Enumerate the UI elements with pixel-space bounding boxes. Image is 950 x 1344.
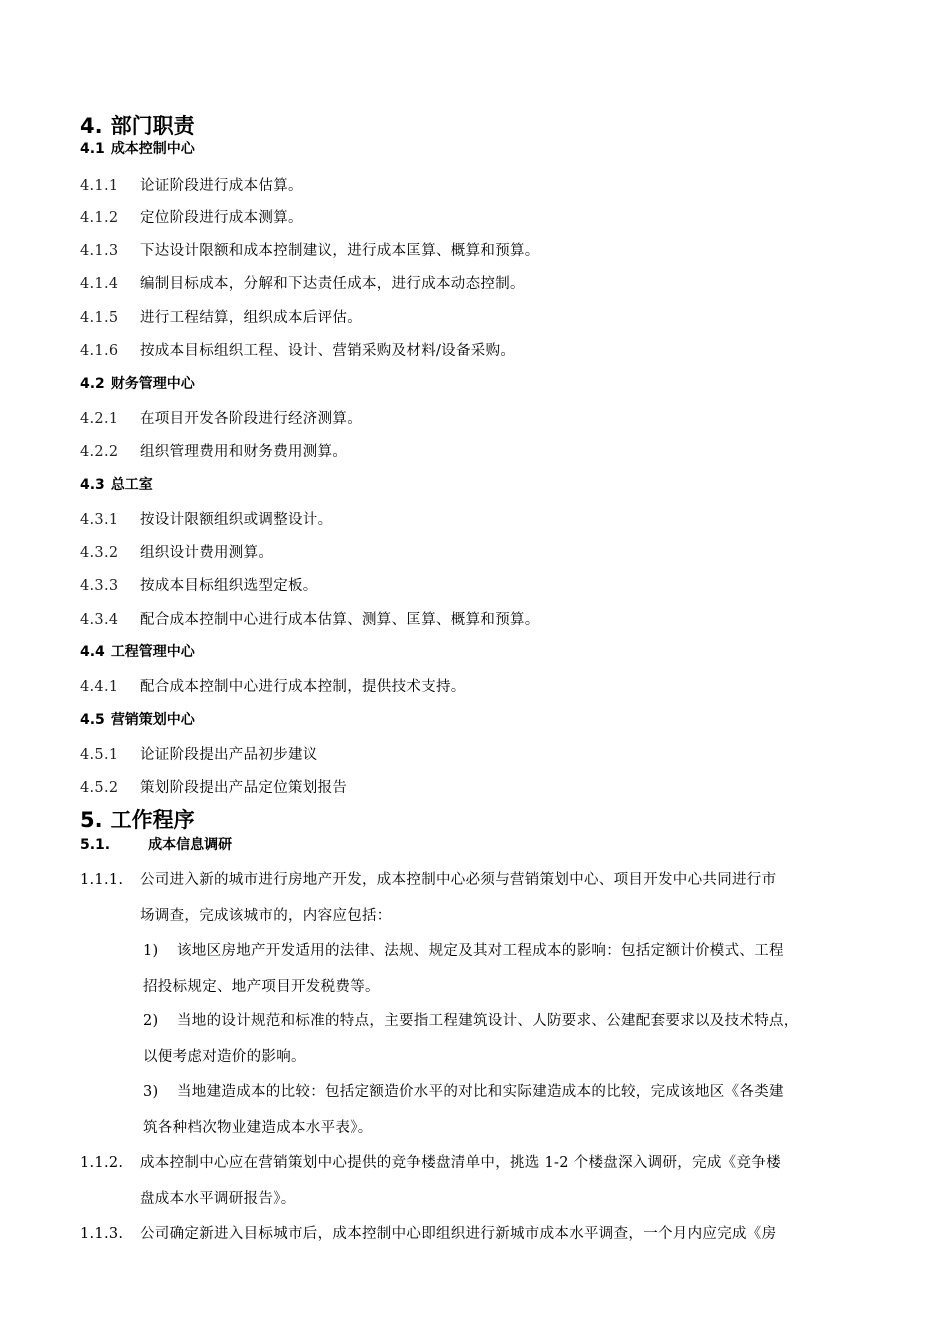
subsection-heading bbox=[80, 834, 232, 854]
list-item bbox=[80, 675, 466, 696]
item-number: 4.1.4 bbox=[80, 276, 119, 292]
paragraph-line bbox=[80, 868, 776, 889]
section-title: 工作程序 bbox=[110, 808, 195, 832]
item-number: 4.1.5 bbox=[80, 310, 119, 326]
subsection-title: 成本控制中心 bbox=[110, 141, 195, 157]
sub-item-text: 以便考虑对造价的影响。 bbox=[143, 1049, 306, 1065]
item-text: 在项目开发各阶段进行经济测算。 bbox=[140, 411, 362, 427]
subsection-number: 4.4 bbox=[80, 644, 105, 660]
section-4-heading bbox=[80, 110, 195, 140]
list-item bbox=[80, 306, 362, 327]
section-5-heading bbox=[80, 804, 195, 834]
paragraph-text: 公司进入新的城市进行房地产开发，成本控制中心必须与营销策划中心、项目开发中心共同进行市 bbox=[140, 872, 777, 888]
subsection-heading bbox=[80, 641, 195, 661]
paragraph-text: 成本控制中心应在营销策划中心提供的竞争楼盘清单中，挑选 1-2 个楼盘深入调研，完成《竞争楼 bbox=[140, 1155, 781, 1171]
paragraph-text: 场调查，完成该城市的，内容应包括： bbox=[140, 908, 392, 924]
subsection-number: 5.1. bbox=[80, 837, 111, 853]
list-item bbox=[80, 574, 318, 595]
subsection-title: 总工室 bbox=[110, 477, 153, 493]
subsection-title: 成本信息调研 bbox=[148, 837, 233, 853]
subsection-title: 财务管理中心 bbox=[110, 376, 195, 392]
paragraph-line bbox=[80, 1222, 776, 1243]
paragraph-text: 公司确定新进入目标城市后，成本控制中心即组织进行新城市成本水平调查，一个月内应完成《房 bbox=[140, 1226, 777, 1242]
sub-item-number: 1) bbox=[143, 943, 159, 959]
sub-item-text: 该地区房地产开发适用的法律、法规、规定及其对工程成本的影响：包括定额计价模式、工程 bbox=[177, 943, 784, 959]
list-item bbox=[80, 339, 515, 360]
item-text: 定位阶段进行成本测算。 bbox=[140, 210, 303, 226]
item-text: 进行工程结算，组织成本后评估。 bbox=[140, 310, 362, 326]
item-number: 4.5.2 bbox=[80, 780, 119, 796]
item-number: 4.2.2 bbox=[80, 444, 119, 460]
list-item bbox=[80, 776, 347, 797]
subsection-number: 4.1 bbox=[80, 141, 105, 157]
sub-item-line bbox=[143, 1116, 373, 1137]
paragraph-number: 1.1.3. bbox=[80, 1226, 124, 1242]
list-item bbox=[80, 440, 347, 461]
item-number: 4.3.1 bbox=[80, 512, 119, 528]
list-item bbox=[80, 743, 318, 764]
sub-item-line bbox=[143, 975, 380, 996]
item-text: 组织管理费用和财务费用测算。 bbox=[140, 444, 348, 460]
paragraph-line bbox=[80, 1151, 781, 1172]
item-text: 按设计限额组织或调整设计。 bbox=[140, 512, 333, 528]
item-number: 4.4.1 bbox=[80, 679, 119, 695]
list-item bbox=[80, 407, 362, 428]
item-number: 4.3.2 bbox=[80, 545, 119, 561]
subsection-heading bbox=[80, 709, 195, 729]
list-item bbox=[80, 272, 525, 293]
subsection-heading bbox=[80, 474, 153, 494]
item-number: 4.3.4 bbox=[80, 612, 119, 628]
section-number: 4. bbox=[80, 114, 103, 138]
sub-item-text: 当地的设计规范和标准的特点，主要指工程建筑设计、人防要求、公建配套要求以及技术特点， bbox=[177, 1013, 799, 1029]
item-text: 配合成本控制中心进行成本估算、测算、匡算、概算和预算。 bbox=[140, 612, 540, 628]
item-text: 组织设计费用测算。 bbox=[140, 545, 274, 561]
list-item bbox=[80, 239, 540, 260]
sub-item-number: 3) bbox=[143, 1084, 159, 1100]
item-text: 按成本目标组织工程、设计、营销采购及材料/设备采购。 bbox=[140, 343, 516, 359]
item-text: 策划阶段提出产品定位策划报告 bbox=[140, 780, 348, 796]
sub-item-number: 2) bbox=[143, 1013, 159, 1029]
subsection-number: 4.3 bbox=[80, 477, 105, 493]
item-number: 4.1.6 bbox=[80, 343, 119, 359]
paragraph-line bbox=[140, 904, 392, 925]
item-text: 下达设计限额和成本控制建议，进行成本匡算、概算和预算。 bbox=[140, 243, 540, 259]
item-text: 配合成本控制中心进行成本控制，提供技术支持。 bbox=[140, 679, 466, 695]
paragraph-number: 1.1.1. bbox=[80, 872, 124, 888]
sub-item-line bbox=[143, 1045, 306, 1066]
paragraph-number: 1.1.2. bbox=[80, 1155, 124, 1171]
subsection-title: 工程管理中心 bbox=[110, 644, 195, 660]
sub-item-line bbox=[143, 939, 784, 960]
item-text: 论证阶段提出产品初步建议 bbox=[140, 747, 318, 763]
section-title: 部门职责 bbox=[110, 114, 195, 138]
item-number: 4.5.1 bbox=[80, 747, 119, 763]
sub-item-text: 当地建造成本的比较：包括定额造价水平的对比和实际建造成本的比较，完成该地区《各类建 bbox=[177, 1084, 784, 1100]
list-item bbox=[80, 608, 540, 629]
sub-item-line bbox=[143, 1009, 799, 1030]
sub-item-line bbox=[143, 1080, 784, 1101]
list-item bbox=[80, 508, 332, 529]
item-number: 4.2.1 bbox=[80, 411, 119, 427]
item-text: 论证阶段进行成本估算。 bbox=[140, 178, 303, 194]
item-number: 4.1.2 bbox=[80, 210, 119, 226]
subsection-heading bbox=[80, 373, 195, 393]
list-item bbox=[80, 206, 303, 227]
section-number: 5. bbox=[80, 808, 103, 832]
list-item bbox=[80, 541, 273, 562]
item-text: 编制目标成本，分解和下达责任成本，进行成本动态控制。 bbox=[140, 276, 525, 292]
item-number: 4.1.1 bbox=[80, 178, 119, 194]
list-item bbox=[80, 174, 303, 195]
item-text: 按成本目标组织选型定板。 bbox=[140, 578, 318, 594]
subsection-number: 4.5 bbox=[80, 712, 105, 728]
paragraph-line bbox=[140, 1187, 296, 1208]
subsection-title: 营销策划中心 bbox=[110, 712, 195, 728]
paragraph-text: 盘成本水平调研报告》。 bbox=[140, 1191, 296, 1207]
item-number: 4.1.3 bbox=[80, 243, 119, 259]
subsection-heading bbox=[80, 138, 195, 158]
subsection-number: 4.2 bbox=[80, 376, 105, 392]
sub-item-text: 招投标规定、地产项目开发税费等。 bbox=[143, 979, 380, 995]
item-number: 4.3.3 bbox=[80, 578, 119, 594]
sub-item-text: 筑各种档次物业建造成本水平表》。 bbox=[143, 1120, 373, 1136]
